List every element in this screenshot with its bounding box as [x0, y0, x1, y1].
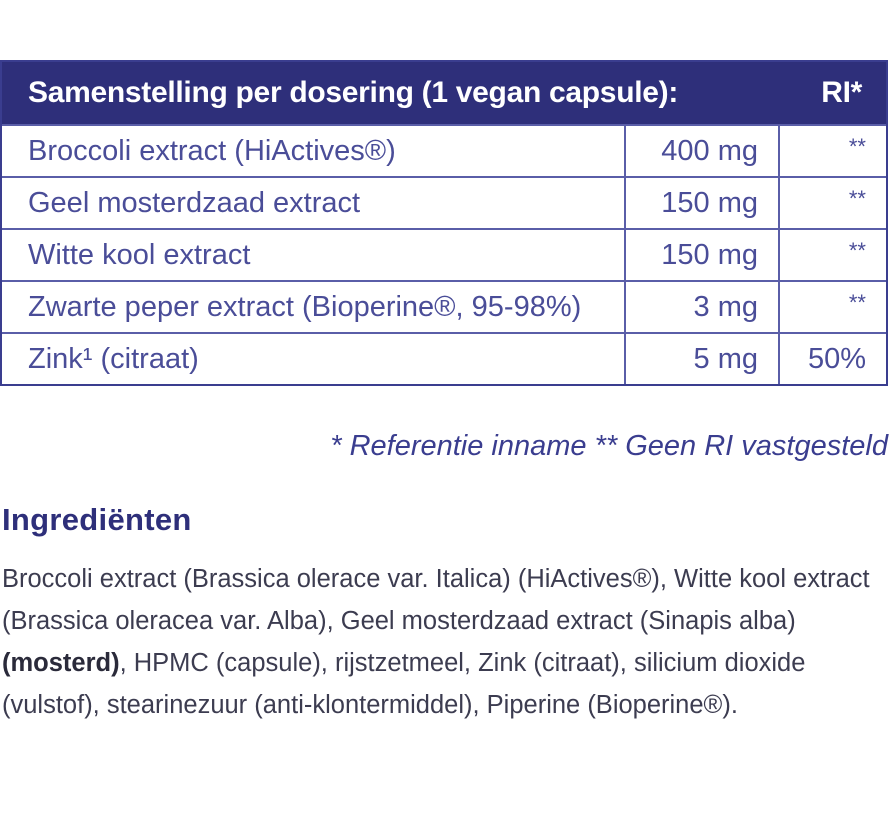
table-row [2, 280, 886, 332]
ingredients-text [2, 558, 882, 726]
table-header [2, 62, 886, 124]
table-row [2, 124, 886, 176]
row-name: Geel mosterdzaad extract [2, 178, 626, 228]
ingredients-text-part: Broccoli extract (Brassica olerace var. Italica) (HiActives®), Witte kool extract (Brassica oleracea var. Alba), Geel mosterdzaad extract (Sinapis alba) [2, 565, 870, 635]
row-amount: 150 mg [626, 178, 780, 228]
composition-table [0, 60, 888, 386]
ingredients-heading: Ingrediënten [2, 502, 192, 537]
table-row [2, 228, 886, 280]
row-amount: 150 mg [626, 230, 780, 280]
table-row [2, 176, 886, 228]
row-ri: ** [848, 238, 866, 263]
ingredients-text-part: , HPMC (capsule), rijstzetmeel, Zink (citraat), silicium dioxide (vulstof), stearinezuur (anti-klontermiddel), Piperine (Bioperine®). [2, 649, 806, 719]
table-row [2, 332, 886, 384]
row-name: Zink¹ (citraat) [2, 334, 626, 384]
row-name: Witte kool extract [2, 230, 626, 280]
row-ri: ** [848, 186, 866, 211]
row-amount: 400 mg [626, 126, 780, 176]
row-ri: ** [848, 134, 866, 159]
row-name: Broccoli extract (HiActives®) [2, 126, 626, 176]
row-ri: 50% [807, 342, 866, 375]
row-amount: 3 mg [626, 282, 780, 332]
row-amount: 5 mg [626, 334, 780, 384]
row-ri: ** [848, 290, 866, 315]
allergen-bold: (mosterd) [2, 649, 120, 677]
footnote: * Referentie inname ** Geen RI vastgesteld [330, 430, 888, 462]
table-header-ri: RI* [821, 76, 862, 109]
table-header-title: Samenstelling per dosering (1 vegan capsule): [28, 76, 679, 109]
row-name: Zwarte peper extract (Bioperine®, 95-98%) [2, 282, 626, 332]
